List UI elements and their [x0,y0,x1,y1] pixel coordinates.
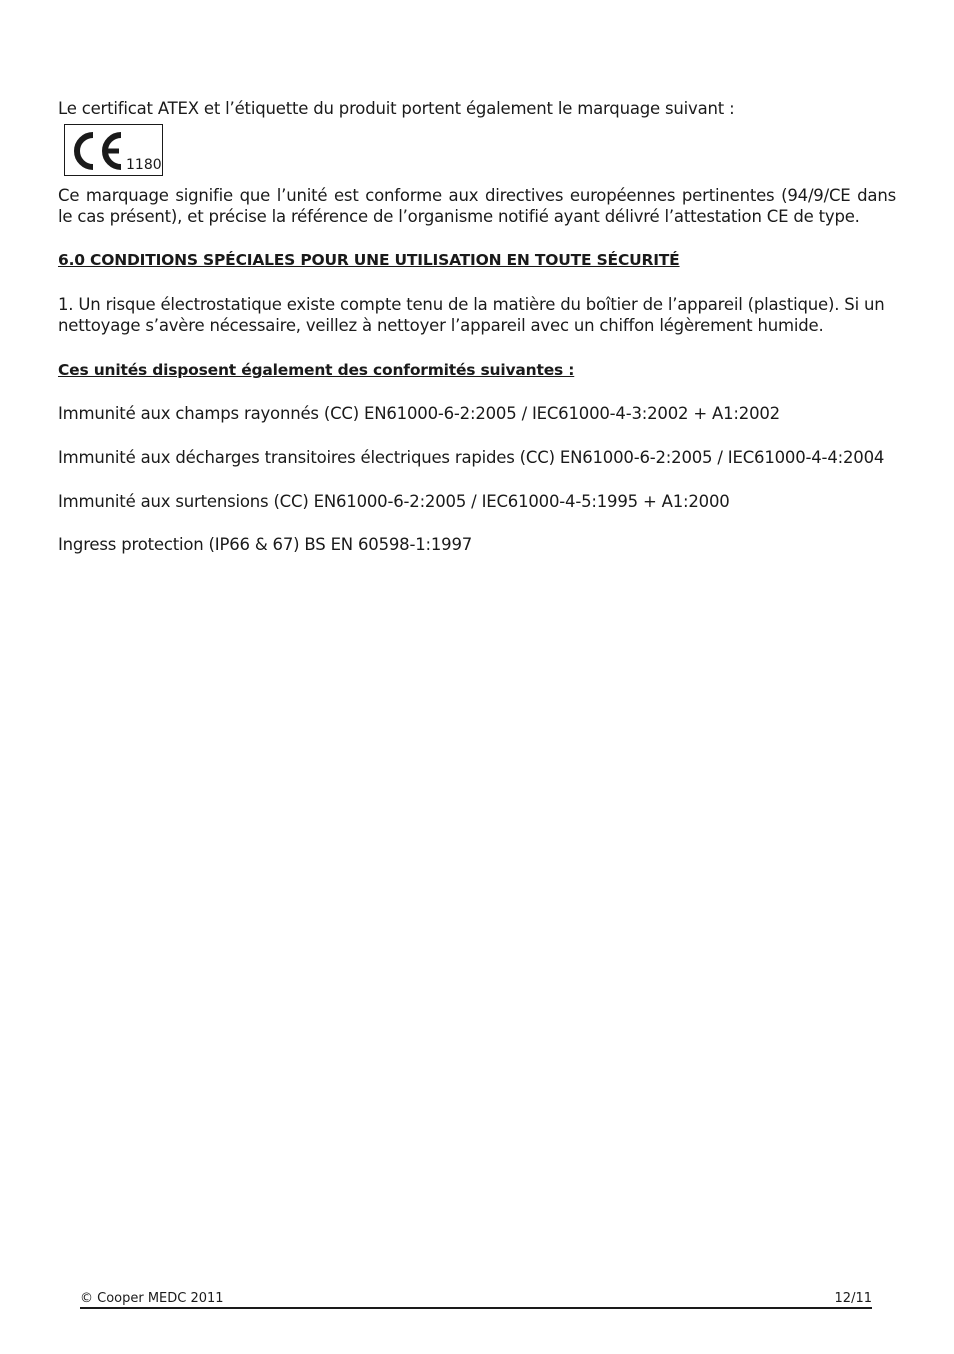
footer-copyright: © Cooper MEDC 2011 [80,1291,224,1306]
ce-logo-icon [69,129,125,173]
section-heading: 6.0 CONDITIONS SPÉCIALES POUR UNE UTILISATION EN TOUTE SÉCURITÉ [58,251,680,269]
conformity-item: Immunité aux champs rayonnés (CC) EN61000-6-2:2005 / IEC61000-4-3:2002 + A1:2002 [58,404,780,423]
marking-explanation: Ce marquage signifie que l’unité est conforme aux directives européennes pertinentes (94/9/CE dans le cas présent), et précise la référence de l’organisme notifié ayant délivré l’attestation CE de type. [58,186,896,226]
footer-divider [80,1307,872,1309]
intro-text: Le certificat ATEX et l’étiquette du produit portent également le marquage suivant : [58,99,735,118]
conformities-heading: Ces unités disposent également des conformités suivantes : [58,361,575,379]
footer-page-number: 12/11 [834,1291,872,1306]
ce-mark [64,124,163,176]
conformity-item: Immunité aux décharges transitoires électriques rapides (CC) EN61000-6-2:2005 / IEC61000-4-4:2004 [58,448,885,467]
conformity-item: Immunité aux surtensions (CC) EN61000-6-2:2005 / IEC61000-4-5:1995 + A1:2000 [58,492,730,511]
condition-1: 1. Un risque électrostatique existe compte tenu de la matière du boîtier de l’appareil (plastique). Si un nettoyage s’avère nécessaire, veillez à nettoyer l’appareil avec un chiffon légèrement humide. [58,295,885,335]
conformity-item: Ingress protection (IP66 & 67) BS EN 60598-1:1997 [58,535,473,554]
notified-body-number: 1180 [126,157,162,173]
